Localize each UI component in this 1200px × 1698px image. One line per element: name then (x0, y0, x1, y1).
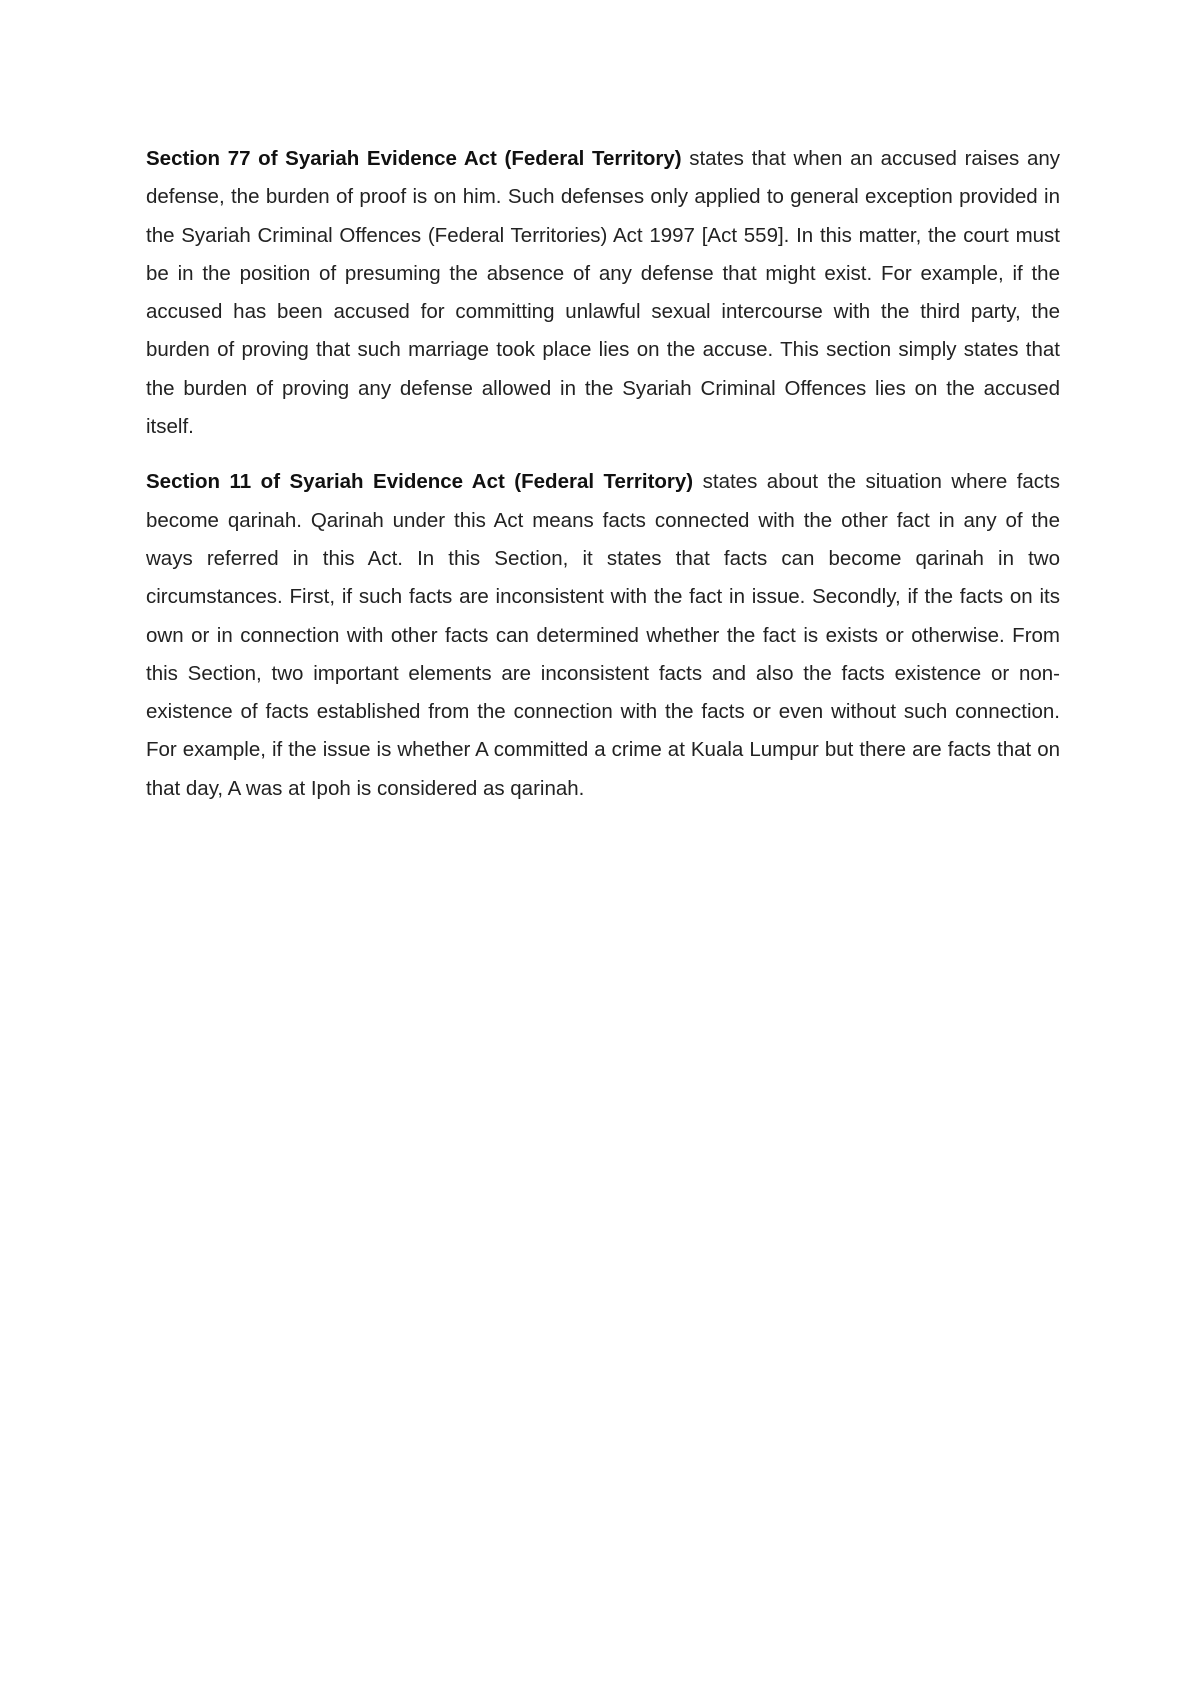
paragraph-text-section-11: states about the situation where facts become qarinah. Qarinah under this Act means facts connected with the other fact in any of the ways referred in this Act. In this Section, it states that facts can become qarinah in two circumstances. First, if such facts are inconsistent with the fact in issue. Secondly, if the facts on its own or in connection with other facts can determined whether the fact is exists or otherwise. From this Section, two important elements are inconsistent facts and also the facts existence or non-existence of facts established from the connection with the facts or even without such connection. For example, if the issue is whether A committed a crime at Kuala Lumpur but there are facts that on that day, A was at Ipoh is considered as qarinah. (146, 470, 1060, 800)
paragraph-section-77 (146, 140, 1060, 446)
paragraph-section-11 (146, 463, 1060, 808)
paragraph-heading-section-77: Section 77 of Syariah Evidence Act (Federal Territory) (146, 147, 682, 170)
document-body (146, 140, 1060, 825)
paragraph-heading-section-11: Section 11 of Syariah Evidence Act (Federal Territory) (146, 470, 694, 494)
paragraph-text-section-77: states that when an accused raises any defense, the burden of proof is on him. Such defenses only applied to general exception provided in the Syariah Criminal Offences (Federal Territories) Act 1997 [Act 559]. In this matter, the court must be in the position of presuming the absence of any defense that might exist. For example, if the accused has been accused for committing unlawful sexual intercourse with the third party, the burden of proving that such marriage took place lies on the accuse. This section simply states that the burden of proving any defense allowed in the Syariah Criminal Offences lies on the accused itself. (146, 147, 1060, 439)
